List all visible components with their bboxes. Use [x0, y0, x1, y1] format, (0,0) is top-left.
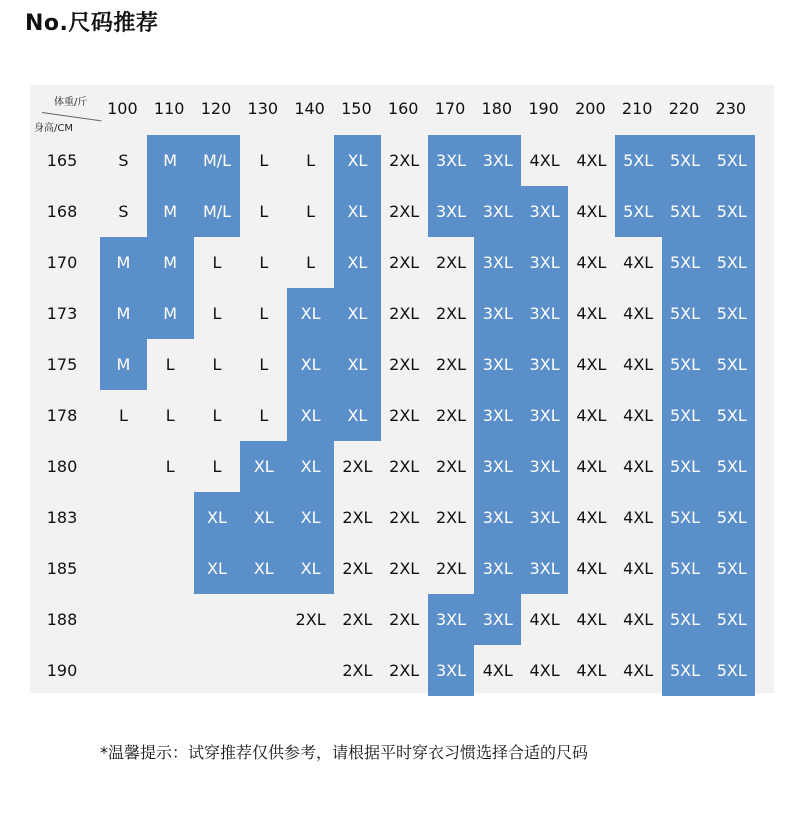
size-cell: 3XL — [474, 288, 521, 339]
size-cell: L — [212, 355, 222, 374]
size-cell: 2XL — [435, 304, 467, 323]
size-cell: 3XL — [521, 186, 568, 237]
page-title: No.尺码推荐 — [25, 11, 159, 36]
size-cell: L — [212, 406, 222, 425]
size-cell: 3XL — [474, 543, 521, 594]
size-cell: 4XL — [576, 304, 607, 323]
size-cell: 3XL — [428, 645, 475, 696]
size-cell: 4XL — [576, 508, 607, 527]
size-cell: 4XL — [623, 304, 654, 323]
size-cell: 2XL — [342, 508, 373, 527]
size-cell: 2XL — [342, 559, 373, 578]
size-cell: 4XL — [576, 661, 607, 680]
weight-col-header: 160 — [387, 99, 419, 118]
size-cell: 3XL — [521, 543, 568, 594]
size-cell: L — [165, 406, 175, 425]
size-cell: 2XL — [435, 355, 467, 374]
size-cell: L — [165, 457, 175, 476]
size-cell: L — [259, 355, 269, 374]
weight-col-header: 100 — [107, 99, 138, 118]
size-cell: XL — [334, 390, 381, 441]
size-cell: 2XL — [435, 406, 467, 425]
size-cell: S — [118, 202, 129, 221]
size-cell: XL — [334, 237, 381, 288]
size-cell: 4XL — [623, 253, 654, 272]
size-cell: 2XL — [389, 202, 420, 221]
size-cell: 2XL — [389, 457, 420, 476]
size-cell: 2XL — [389, 406, 420, 425]
size-cell: 3XL — [521, 390, 568, 441]
weight-col-header: 110 — [153, 99, 185, 118]
weight-col-header: 170 — [434, 99, 466, 118]
size-cell: 5XL — [662, 543, 709, 594]
size-cell: 4XL — [623, 559, 654, 578]
weight-col-header: 140 — [294, 99, 325, 118]
size-cell: XL — [287, 441, 334, 492]
size-cell: XL — [334, 288, 381, 339]
weight-col-header: 220 — [668, 99, 700, 118]
size-cell: 3XL — [521, 492, 568, 543]
size-cell: 4XL — [529, 661, 560, 680]
size-cell: 5XL — [708, 186, 755, 237]
size-cell: 3XL — [521, 339, 568, 390]
size-cell: 2XL — [389, 661, 420, 680]
size-cell: 3XL — [474, 186, 521, 237]
size-cell: 5XL — [708, 135, 755, 186]
weight-col-header: 200 — [575, 99, 606, 118]
size-cell: 5XL — [708, 390, 755, 441]
size-cell: XL — [334, 186, 381, 237]
size-cell: 4XL — [623, 610, 654, 629]
weight-col-header: 120 — [200, 99, 232, 118]
size-cell: M — [100, 288, 147, 339]
size-cell: 5XL — [708, 492, 755, 543]
size-cell: 3XL — [474, 237, 521, 288]
size-cell: 3XL — [474, 135, 521, 186]
size-cell: 4XL — [576, 457, 607, 476]
size-cell: 4XL — [482, 661, 513, 680]
size-cell: L — [259, 253, 269, 272]
size-cell: 2XL — [342, 457, 373, 476]
size-cell: 5XL — [708, 594, 755, 645]
size-cell: 2XL — [389, 253, 420, 272]
size-cell: 2XL — [389, 151, 420, 170]
size-cell: 5XL — [662, 645, 709, 696]
size-cell: 5XL — [708, 543, 755, 594]
size-cell: XL — [334, 339, 381, 390]
height-row-header: 183 — [46, 508, 78, 527]
size-cell: 3XL — [428, 135, 475, 186]
size-cell: 3XL — [521, 441, 568, 492]
size-cell: L — [259, 202, 269, 221]
size-cell: 4XL — [576, 253, 607, 272]
size-cell: XL — [287, 390, 334, 441]
size-cell: 3XL — [474, 339, 521, 390]
size-cell: 4XL — [623, 457, 654, 476]
size-cell: 2XL — [342, 661, 373, 680]
size-cell: L — [165, 355, 175, 374]
size-cell: M — [147, 135, 194, 186]
size-cell: M — [147, 288, 194, 339]
weight-col-header: 190 — [528, 99, 559, 118]
size-cell: L — [212, 304, 222, 323]
size-cell: 3XL — [474, 594, 521, 645]
size-cell: 5XL — [662, 288, 709, 339]
size-cell: 4XL — [623, 355, 654, 374]
size-cell: 2XL — [389, 610, 420, 629]
size-cell: 4XL — [576, 559, 607, 578]
size-cell: 5XL — [708, 237, 755, 288]
size-cell: M/L — [194, 186, 241, 237]
size-cell: 2XL — [389, 508, 420, 527]
size-note: *温馨提示：试穿推荐仅供参考，请根据平时穿衣习惯选择合适的尺码 — [100, 743, 589, 762]
size-cell: XL — [194, 492, 241, 543]
size-cell: M/L — [194, 135, 241, 186]
size-chart-table — [30, 85, 774, 693]
weight-axis-label: 体重/斤 — [54, 97, 88, 108]
size-cell: XL — [287, 339, 334, 390]
size-cell: 5XL — [662, 390, 709, 441]
size-cell: 3XL — [474, 390, 521, 441]
size-cell: 5XL — [615, 186, 662, 237]
size-cell: XL — [194, 543, 241, 594]
height-row-header: 188 — [46, 610, 78, 629]
size-cell: 4XL — [623, 508, 654, 527]
height-row-header: 165 — [46, 151, 78, 170]
size-cell: 4XL — [623, 406, 654, 425]
size-cell: 5XL — [662, 339, 709, 390]
size-cell: 5XL — [708, 288, 755, 339]
size-cell: 4XL — [529, 151, 560, 170]
size-cell: L — [212, 253, 222, 272]
size-cell: 4XL — [623, 661, 654, 680]
size-cell: L — [118, 406, 128, 425]
size-cell: 2XL — [435, 559, 467, 578]
size-cell: XL — [240, 492, 287, 543]
size-cell: XL — [287, 492, 334, 543]
size-cell: 5XL — [662, 135, 709, 186]
weight-col-header: 180 — [481, 99, 513, 118]
size-cell: L — [306, 253, 316, 272]
size-cell: 4XL — [576, 610, 607, 629]
size-cell: S — [118, 151, 129, 170]
size-cell: XL — [287, 288, 334, 339]
size-cell: 2XL — [389, 304, 420, 323]
size-cell: 2XL — [342, 610, 373, 629]
weight-col-header: 130 — [247, 99, 279, 118]
height-row-header: 180 — [46, 457, 78, 476]
size-cell: 2XL — [435, 508, 467, 527]
size-cell: 4XL — [576, 406, 607, 425]
size-cell: M — [147, 237, 194, 288]
height-row-header: 168 — [46, 202, 78, 221]
height-axis-label: 身高/CM — [34, 123, 73, 134]
size-cell: 3XL — [474, 441, 521, 492]
height-row-header: 190 — [46, 661, 78, 680]
size-cell: M — [100, 339, 147, 390]
size-cell: 5XL — [662, 186, 709, 237]
weight-col-header: 230 — [715, 99, 747, 118]
size-cell: XL — [240, 543, 287, 594]
size-cell: 3XL — [428, 594, 475, 645]
size-cell: 5XL — [708, 645, 755, 696]
size-cell: 3XL — [474, 492, 521, 543]
size-cell: 5XL — [708, 339, 755, 390]
size-cell: L — [212, 457, 222, 476]
height-row-header: 178 — [46, 406, 78, 425]
size-cell: 5XL — [708, 441, 755, 492]
size-cell: 5XL — [662, 441, 709, 492]
size-cell: L — [306, 202, 316, 221]
size-cell: 2XL — [435, 253, 467, 272]
height-row-header: 175 — [46, 355, 78, 374]
size-cell: L — [259, 406, 269, 425]
size-cell: 4XL — [576, 355, 607, 374]
size-cell: 2XL — [435, 457, 467, 476]
weight-col-header: 150 — [341, 99, 372, 118]
axis-corner — [32, 89, 102, 135]
size-cell: 5XL — [615, 135, 662, 186]
weight-col-header: 210 — [621, 99, 653, 118]
size-cell: 4XL — [529, 610, 560, 629]
size-cell: 3XL — [521, 237, 568, 288]
size-cell: 5XL — [662, 594, 709, 645]
size-cell: 2XL — [389, 355, 420, 374]
size-cell: 2XL — [389, 559, 420, 578]
size-cell: 5XL — [662, 492, 709, 543]
size-cell: M — [100, 237, 147, 288]
size-cell: L — [259, 151, 269, 170]
size-cell: 5XL — [662, 237, 709, 288]
height-row-header: 173 — [46, 304, 78, 323]
size-cell: 2XL — [295, 610, 326, 629]
size-cell: L — [306, 151, 316, 170]
size-cell: 3XL — [428, 186, 475, 237]
height-row-header: 185 — [46, 559, 78, 578]
size-cell: 4XL — [576, 151, 607, 170]
size-cell: 3XL — [521, 288, 568, 339]
size-cell: XL — [334, 135, 381, 186]
size-cell: M — [147, 186, 194, 237]
height-row-header: 170 — [46, 253, 78, 272]
size-cell: L — [259, 304, 269, 323]
size-cell: 4XL — [576, 202, 607, 221]
size-cell: XL — [240, 441, 287, 492]
size-cell: XL — [287, 543, 334, 594]
